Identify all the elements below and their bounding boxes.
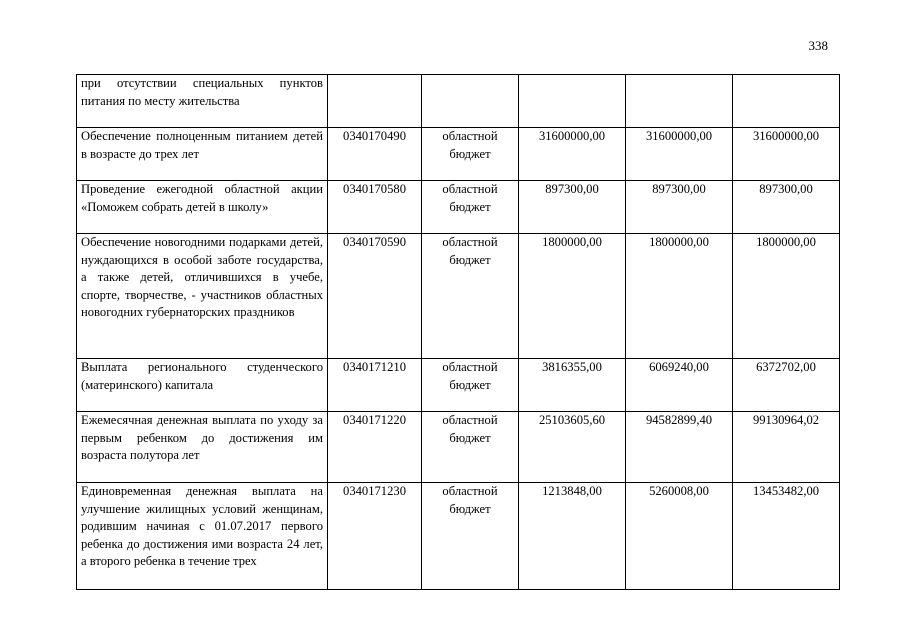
row-amount-year-3: 897300,00 (733, 181, 840, 234)
row-funding-source: областной бюджет (422, 483, 519, 590)
row-funding-source: областной бюджет (422, 181, 519, 234)
page-number: 338 (808, 38, 828, 53)
row-amount-year-2: 6069240,00 (626, 359, 733, 412)
row-funding-source: областной бюджет (422, 128, 519, 181)
table-row (77, 128, 840, 181)
row-code (328, 75, 422, 128)
row-amount-year-3: 6372702,00 (733, 359, 840, 412)
row-amount-year-3: 13453482,00 (733, 483, 840, 590)
row-amount-year-1 (519, 75, 626, 128)
row-description: Ежемесячная денежная выплата по уходу за первым ребенком до достижения им возраста полутора лет (77, 412, 328, 483)
row-amount-year-3: 31600000,00 (733, 128, 840, 181)
row-amount-year-2: 31600000,00 (626, 128, 733, 181)
row-amount-year-3: 1800000,00 (733, 234, 840, 359)
row-amount-year-1: 897300,00 (519, 181, 626, 234)
row-funding-source: областной бюджет (422, 412, 519, 483)
table-row (77, 75, 840, 128)
row-code: 0340171210 (328, 359, 422, 412)
row-funding-source: областной бюджет (422, 234, 519, 359)
row-description: Обеспечение полноценным питанием детей в возрасте до трех лет (77, 128, 328, 181)
row-description: Проведение ежегодной областной акции «Поможем собрать детей в школу» (77, 181, 328, 234)
row-amount-year-2: 897300,00 (626, 181, 733, 234)
table-row (77, 359, 840, 412)
row-code: 0340170580 (328, 181, 422, 234)
row-code: 0340171230 (328, 483, 422, 590)
table-row (77, 181, 840, 234)
row-amount-year-1: 3816355,00 (519, 359, 626, 412)
row-code: 0340171220 (328, 412, 422, 483)
row-amount-year-2: 5260008,00 (626, 483, 733, 590)
row-code: 0340170490 (328, 128, 422, 181)
row-code: 0340170590 (328, 234, 422, 359)
table-row (77, 483, 840, 590)
row-funding-source (422, 75, 519, 128)
row-description: Обеспечение новогодними подарками детей, нуждающихся в особой заботе государства, а также детей, отличившихся в учебе, спорте, творчестве, - участников областных новогодних губернаторских праздников (77, 234, 328, 359)
row-amount-year-2: 1800000,00 (626, 234, 733, 359)
row-description: при отсутствии специальных пунктов питания по месту жительства (77, 75, 328, 128)
row-amount-year-1: 25103605,60 (519, 412, 626, 483)
budget-table (76, 74, 840, 590)
row-amount-year-2 (626, 75, 733, 128)
table-row (77, 412, 840, 483)
row-amount-year-3: 99130964,02 (733, 412, 840, 483)
row-funding-source: областной бюджет (422, 359, 519, 412)
row-amount-year-1: 1800000,00 (519, 234, 626, 359)
row-amount-year-3 (733, 75, 840, 128)
row-amount-year-1: 1213848,00 (519, 483, 626, 590)
row-description: Единовременная денежная выплата на улучшение жилищных условий женщинам, родившим начиная с 01.07.2017 первого ребенка до достижения ими возраста 24 лет, а второго ребенка в течение трех (77, 483, 328, 590)
row-amount-year-2: 94582899,40 (626, 412, 733, 483)
row-amount-year-1: 31600000,00 (519, 128, 626, 181)
row-description: Выплата регионального студенческого (материнского) капитала (77, 359, 328, 412)
table-row (77, 234, 840, 359)
